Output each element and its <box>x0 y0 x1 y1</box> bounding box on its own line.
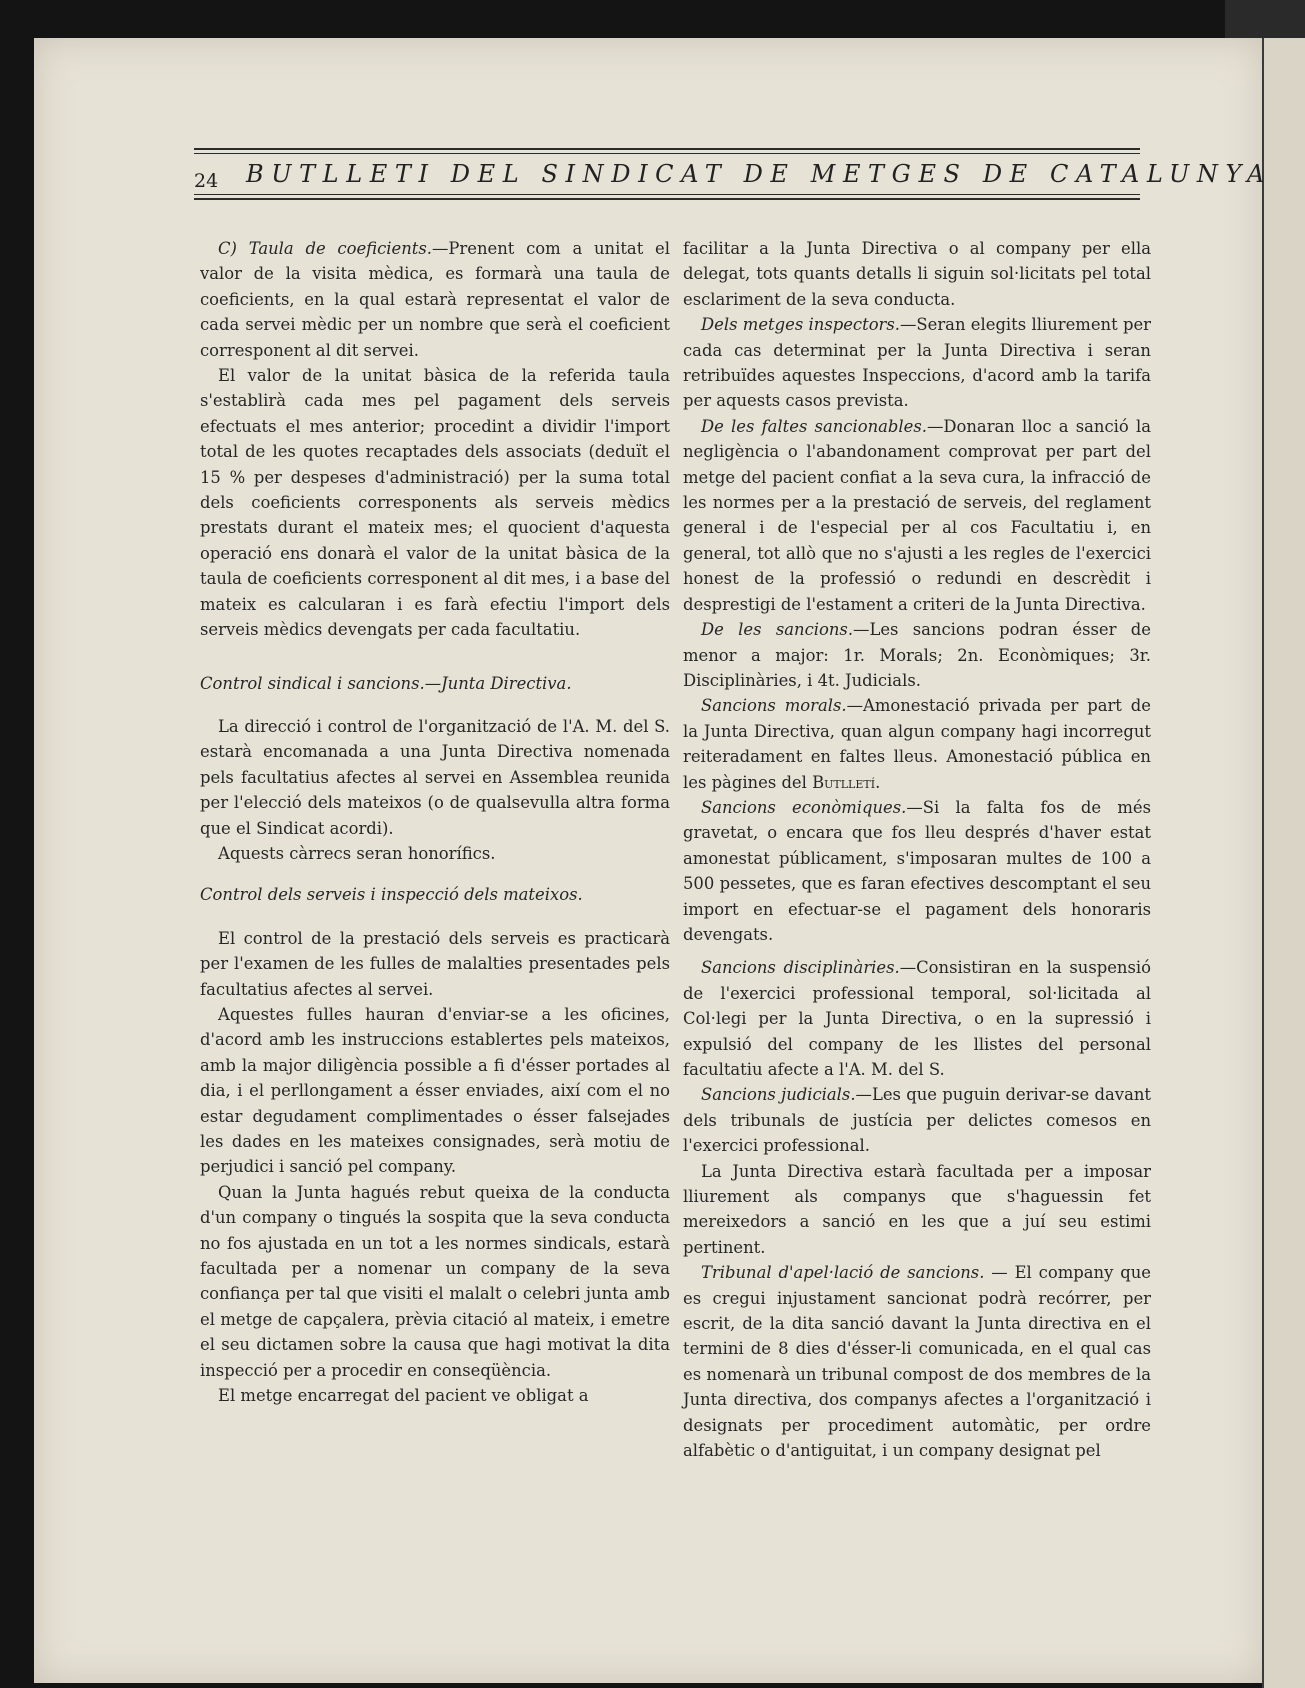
paragraph <box>683 617 1151 693</box>
scan-edge-top <box>1225 0 1305 38</box>
paragraph-text: —Seran elegits lliurement per cada cas determinat per la Junta Directiva i seran retribuïdes aquestes Inspeccions, d'acord amb la tarifa per aquests casos prevista. <box>683 315 1151 411</box>
paragraph: El metge encarregat del pacient ve obligat a <box>218 1386 589 1406</box>
paragraph-title: Dels metges inspectors. <box>701 315 901 335</box>
paragraph-text: — El company que es cregui injustament sancionat podrà recórrer, per escrit, de la dita sanció davant la Junta directiva en el termini de 8 dies d'ésser-li comunicada, en el qual cas es nomenarà un tribunal compost de dos membres de la Junta directiva, dos companys afectes a l'organització i designats per procediment automàtic, per ordre alfabètic o d'antiguitat, i un company designat pel <box>683 1263 1151 1461</box>
paragraph-title: De les faltes sancionables. <box>701 416 927 436</box>
paragraph <box>200 236 670 363</box>
paragraph <box>683 1260 1151 1463</box>
paragraph: La direcció i control de l'organització de l'A. M. del S. estarà encomanada a una Junta Directiva nomenada pels facultatius afectes al servei en Assemblea reunida per l'elecció dels mateixos (o de qualsevulla altra forma que el Sindicat acordi). <box>200 716 670 838</box>
header-rule <box>194 198 1140 200</box>
paragraph-title: Sancions morals. <box>701 696 847 716</box>
paragraph: Aquests càrrecs seran honorífics. <box>218 843 496 863</box>
header-rule <box>194 153 1140 154</box>
left-column <box>200 236 670 1408</box>
journal-name: Butlletí. <box>812 772 881 792</box>
paragraph: El control de la prestació dels serveis es practicarà per l'examen de les fulles de malalties presentades pels facultatius afectes al servei. <box>200 928 670 999</box>
page-number: 24 <box>194 170 219 192</box>
paragraph <box>683 693 1151 795</box>
next-page-edge <box>1262 38 1305 1688</box>
section-heading: Control dels serveis i inspecció dels mateixos. <box>200 885 583 905</box>
paragraph-title: C) Taula de coeficients. <box>218 239 432 258</box>
paragraph: La Junta Directiva estarà facultada per a imposar lliurement als companys que s'haguessin fet mereixedors a sanció en les que a juí seu estimi pertinent. <box>683 1161 1151 1257</box>
paragraph-title: Sancions disciplinàries. <box>701 958 900 978</box>
right-column <box>683 236 1151 1464</box>
paragraph-text: —Les que puguin derivar-se davant dels tribunals de justícia per delictes comesos en l'exercici professional. <box>683 1085 1151 1156</box>
paragraph-text: —Consistiran en la suspensió de l'exercici professional temporal, sol·licitada al Col·legi per la Junta Directiva, o en la supressió i expulsió del company de les llistes del personal facultatiu afecte a l'A. M. del S. <box>683 958 1151 1079</box>
paragraph <box>683 795 1151 947</box>
paragraph: facilitar a la Junta Directiva o al company per ella delegat, tots quants detalls li siguin sol·licitats pel total esclariment de la seva conducta. <box>683 239 1151 309</box>
page-header <box>194 144 1272 204</box>
paragraph: Aquestes fulles hauran d'enviar-se a les oficines, d'acord amb les instruccions establertes pels mateixos, amb la major diligència possible a fi d'ésser portades al dia, i el perllongament a ésser enviades, així com el no estar degudament complimentades o ésser falsejades les dades en les mateixes consignades, serà motiu de perjudici i sanció pel company. <box>200 1004 670 1177</box>
section-heading: Control sindical i sancions.—Junta Directiva. <box>200 673 572 693</box>
paragraph: El valor de la unitat bàsica de la referida taula s'establirà cada mes pel pagament dels serveis efectuats el mes anterior; procedint a dividir l'import total de les quotes recaptades dels associats (deduït el 15 % per despeses d'administració) per la suma total dels coeficients corresponents als serveis mèdics prestats durant el mateix mes; el quocient d'aquesta operació ens donarà el valor de la unitat bàsica de la taula de coeficients corresponent al dit mes, i a base del mateix es calcularan i es farà efectiu l'import dels serveis mèdics devengats per cada facultatiu. <box>200 366 670 640</box>
paragraph <box>683 312 1151 414</box>
header-rule <box>194 194 1140 195</box>
paragraph-title: Sancions econòmiques. <box>701 797 907 817</box>
header-rule <box>194 148 1140 150</box>
paragraph: Quan la Junta hagués rebut queixa de la conducta d'un company o tingués la sospita que la seva conducta no fos ajustada en un tot a les normes sindicals, estarà facultada per a nomenar un company de la seva confiança per tal que visiti el malalt o celebri junta amb el metge de capçalera, prèvia citació al mateix, i emetre el seu dictamen sobre la causa que hagi motivat la dita inspecció per a procedir en conseqüència. <box>200 1182 670 1380</box>
paragraph-text: —Donaran lloc a sanció la negligència o l'abandonament comprovat per part del metge del pacient confiat a la seva cura, la infracció de les normes per a la prestació de serveis, del reglament general i de l'especial per al cos Facultatiu i, en general, tot allò que no s'ajusti a les regles de l'exercici honest de la professió o redundi en descrèdit i desprestigi de l'estament a criteri de la Junta Directiva. <box>683 416 1151 614</box>
running-title: BUTLLETI DEL SINDICAT DE METGES DE CATALUNYA <box>246 160 1272 188</box>
paragraph <box>683 1082 1151 1158</box>
paragraph-text: —Prenent com a unitat el valor de la visita mèdica, es formarà una taula de coeficients, en la qual estarà representat el valor de cada servei mèdic per un nombre que serà el coeficient corresponent al dit servei. <box>200 239 670 360</box>
paragraph-title: Tribunal d'apel·lació de sancions. <box>701 1263 985 1283</box>
paragraph <box>683 955 1151 1082</box>
paragraph-title: Sancions judicials. <box>701 1085 856 1105</box>
paragraph <box>683 414 1151 617</box>
paragraph-text: —Les sancions podran ésser de menor a major: 1r. Morals; 2n. Econòmiques; 3r. Disciplinàries, i 4t. Judicials. <box>683 620 1151 690</box>
paragraph-title: De les sancions. <box>701 620 854 640</box>
paragraph-text: —Amonestació privada per part de la Junta Directiva, quan algun company hagi incorregut reiteradament en faltes lleus. Amonestació pública en les pàgines del <box>683 696 1151 792</box>
paragraph-text: —Si la falta fos de més gravetat, o encara que fos lleu després d'haver estat amonestat públicament, s'imposaran multes de 100 a 500 pessetes, que es faran efectives descomptant el seu import en efectuar-se el pagament dels honoraris devengats. <box>683 797 1151 944</box>
